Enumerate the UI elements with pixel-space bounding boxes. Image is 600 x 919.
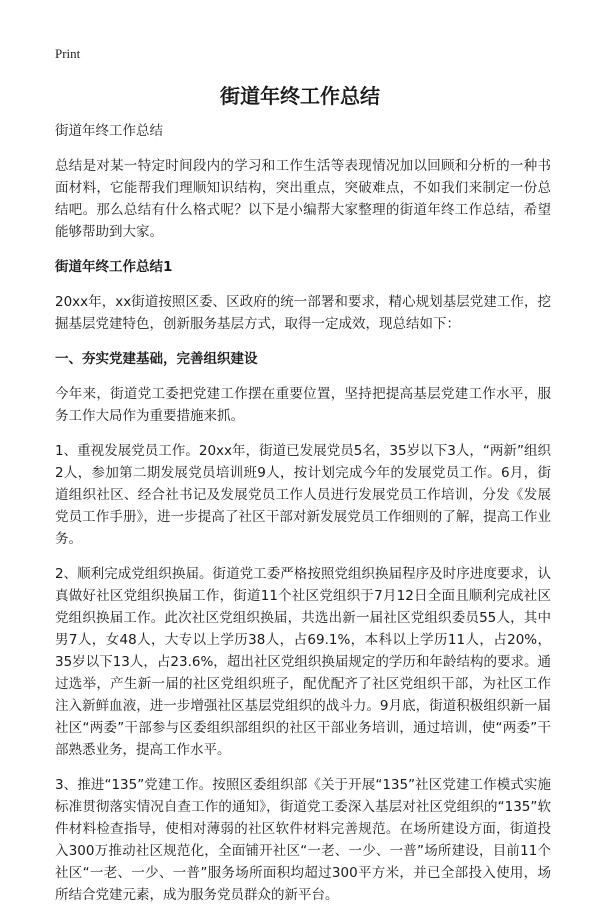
document-subtitle: 街道年终工作总结 bbox=[55, 123, 163, 139]
intro-paragraph: 总结是对某一特定时间段内的学习和工作生活等表现情况加以回顾和分析的一种书面材料，它能帮我们理顺知识结构，突出重点，突破难点，不如我们来制定一份总结吧。那么总结有什么格式呢？以下是小编帮大家整理的街道年终工作总结，希望能够帮助到大家。 bbox=[55, 158, 551, 240]
body-paragraph-4: 3、推进“135”党建工作。按照区委组织部《关于开展“135”社区党建工作模式实施标准贯彻落实情况自查工作的通知》，街道党工委深入基层对社区党组织的“135”软件材料检查指导，使相对薄弱的社区软件材料完善规范。在场所建设方面，街道投入300万推动社区规范化，全面铺开社区“一老、一少、一普”场所建设，目前11个社区“一老、一少、一普”服务场所面积均超过300平方米，并已全部投入使用，场所结合党建元素，成为服务党员群众的新平台。 bbox=[55, 777, 551, 903]
body-paragraph-3: 2、顺利完成党组织换届。街道党工委严格按照党组织换届程序及时序进度要求，认真做好社区党组织换届工作，街道11个社区党组织于7月12日全面且顺利完成社区党组织换届工作。此次社区党组织换届，共选出新一届社区党组织委员55人，其中男7人，女48人，大专以上学历38人，占69.1%，本科以上学历11人，占20%，35岁以下13人，占23.6%，超出社区党组织换届规定的学历和年龄结构的要求。通过选举，产生新一届的社区党组织班子，配优配齐了社区党组织干部，为社区工作注入新鲜血液，进一步增强社区基层党组织的战斗力。9月底，街道积极组织新一届社区“两委”干部参与区委组织部组织的社区干部业务培训，通过培训，使“两委”干部熟悉业务，提高工作水平。 bbox=[55, 566, 551, 758]
print-link[interactable]: Print bbox=[55, 46, 81, 61]
section-paragraph: 20xx年，xx街道按照区委、区政府的统一部署和要求，精心规划基层党建工作，挖掘基层党建特色，创新服务基层方式，取得一定成效，现总结如下： bbox=[55, 294, 551, 332]
body-paragraph-1: 今年来，街道党工委把党建工作摆在重要位置，坚持把提高基层党建工作水平，服务工作大局作为重要措施来抓。 bbox=[55, 386, 551, 424]
subsection-heading: 一、夯实党建基础，完善组织建设 bbox=[55, 351, 258, 367]
document-title: 街道年终工作总结 bbox=[220, 84, 380, 108]
body-paragraph-2: 1、重视发展党员工作。20xx年，街道已发展党员5名，35岁以下3人，“两新”组织2人，参加第二期发展党员培训班9人，按计划完成今年的发展党员工作。6月，街道组织社区、经合社书记及发展党员工作人员进行发展党员工作培训，分发《发展党员工作手册》，进一步提高了社区干部对新发展党员工作细则的了解，提高工作业务。 bbox=[55, 443, 551, 547]
document-body bbox=[55, 120, 551, 919]
section-heading: 街道年终工作总结1 bbox=[55, 259, 173, 275]
